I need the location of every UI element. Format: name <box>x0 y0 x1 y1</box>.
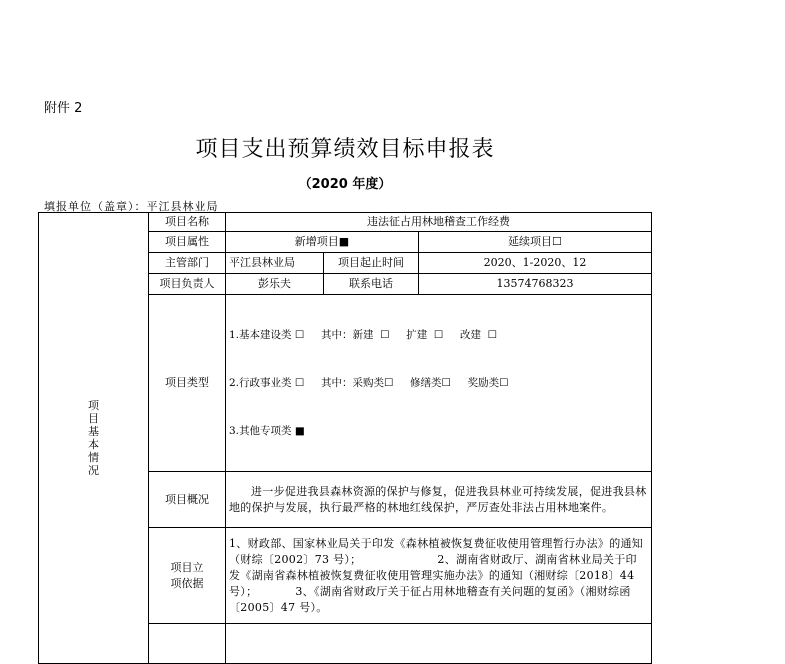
attr-new-option: 新增项目■ <box>226 232 419 253</box>
empty-label-cell <box>149 624 226 664</box>
type-line-1: 1.基本建设类 ☐ 其中：新建 ☐ 扩建 ☐ 改建 ☐ <box>229 329 498 341</box>
attr-continue-option: 延续项目☐ <box>419 232 652 253</box>
section-cell <box>39 213 149 664</box>
project-name-value: 违法征占用林地稽查工作经费 <box>226 213 652 232</box>
phone-value: 13574768323 <box>419 274 652 295</box>
leader-value: 彭乐夫 <box>226 274 324 295</box>
basis-text: 1、财政部、国家林业局关于印发《森林植被恢复费征收使用管理暂行办法》的通知（财综〔2002〕73 号）； 2、湖南省财政厅、湖南省林业局关于印发《湖南省森林植被恢复费征收使用管理实施办法》的通知（湘财综〔2018〕44 号）； 3、《湖南省财政厅关于征占用林地稽查有关问题的复函》（湘财综函〔2005〕47 号）。 <box>226 528 652 624</box>
empty-value-cell <box>226 624 652 664</box>
type-line-3: 3.其他专项类 ■ <box>229 425 305 437</box>
type-options <box>226 295 652 472</box>
project-attr-label: 项目属性 <box>149 232 226 253</box>
form-title: 项目支出预算绩效目标申报表 <box>195 137 495 162</box>
phone-label: 联系电话 <box>324 274 419 295</box>
basis-label: 项目立项依据 <box>170 560 204 590</box>
type-line-2: 2.行政事业类 ☐ 其中：采购类☐ 修缮类☐ 奖励类☐ <box>229 377 509 389</box>
filing-unit: 填报单位（盖章）：平江县林业局 <box>44 200 219 213</box>
attachment-label: 附件 2 <box>44 101 83 116</box>
period-label: 项目起止时间 <box>324 253 419 274</box>
section-label: 项目基本情况 <box>88 399 99 477</box>
declaration-table <box>38 212 652 664</box>
overview-label: 项目概况 <box>149 472 226 528</box>
overview-text: 进一步促进我县森林资源的保护与修复，促进我县林业可持续发展，促进我县林地的保护与发展，执行最严格的林地红线保护，严厉查处非法占用林地案件。 <box>226 472 652 528</box>
basis-label-cell <box>149 528 226 624</box>
project-name-label: 项目名称 <box>149 213 226 232</box>
dept-value: 平江县林业局 <box>226 253 324 274</box>
period-value: 2020、1-2020、12 <box>419 253 652 274</box>
type-label: 项目类型 <box>149 295 226 472</box>
dept-label: 主管部门 <box>149 253 226 274</box>
leader-label: 项目负责人 <box>149 274 226 295</box>
form-year: （2020 年度） <box>298 177 392 192</box>
